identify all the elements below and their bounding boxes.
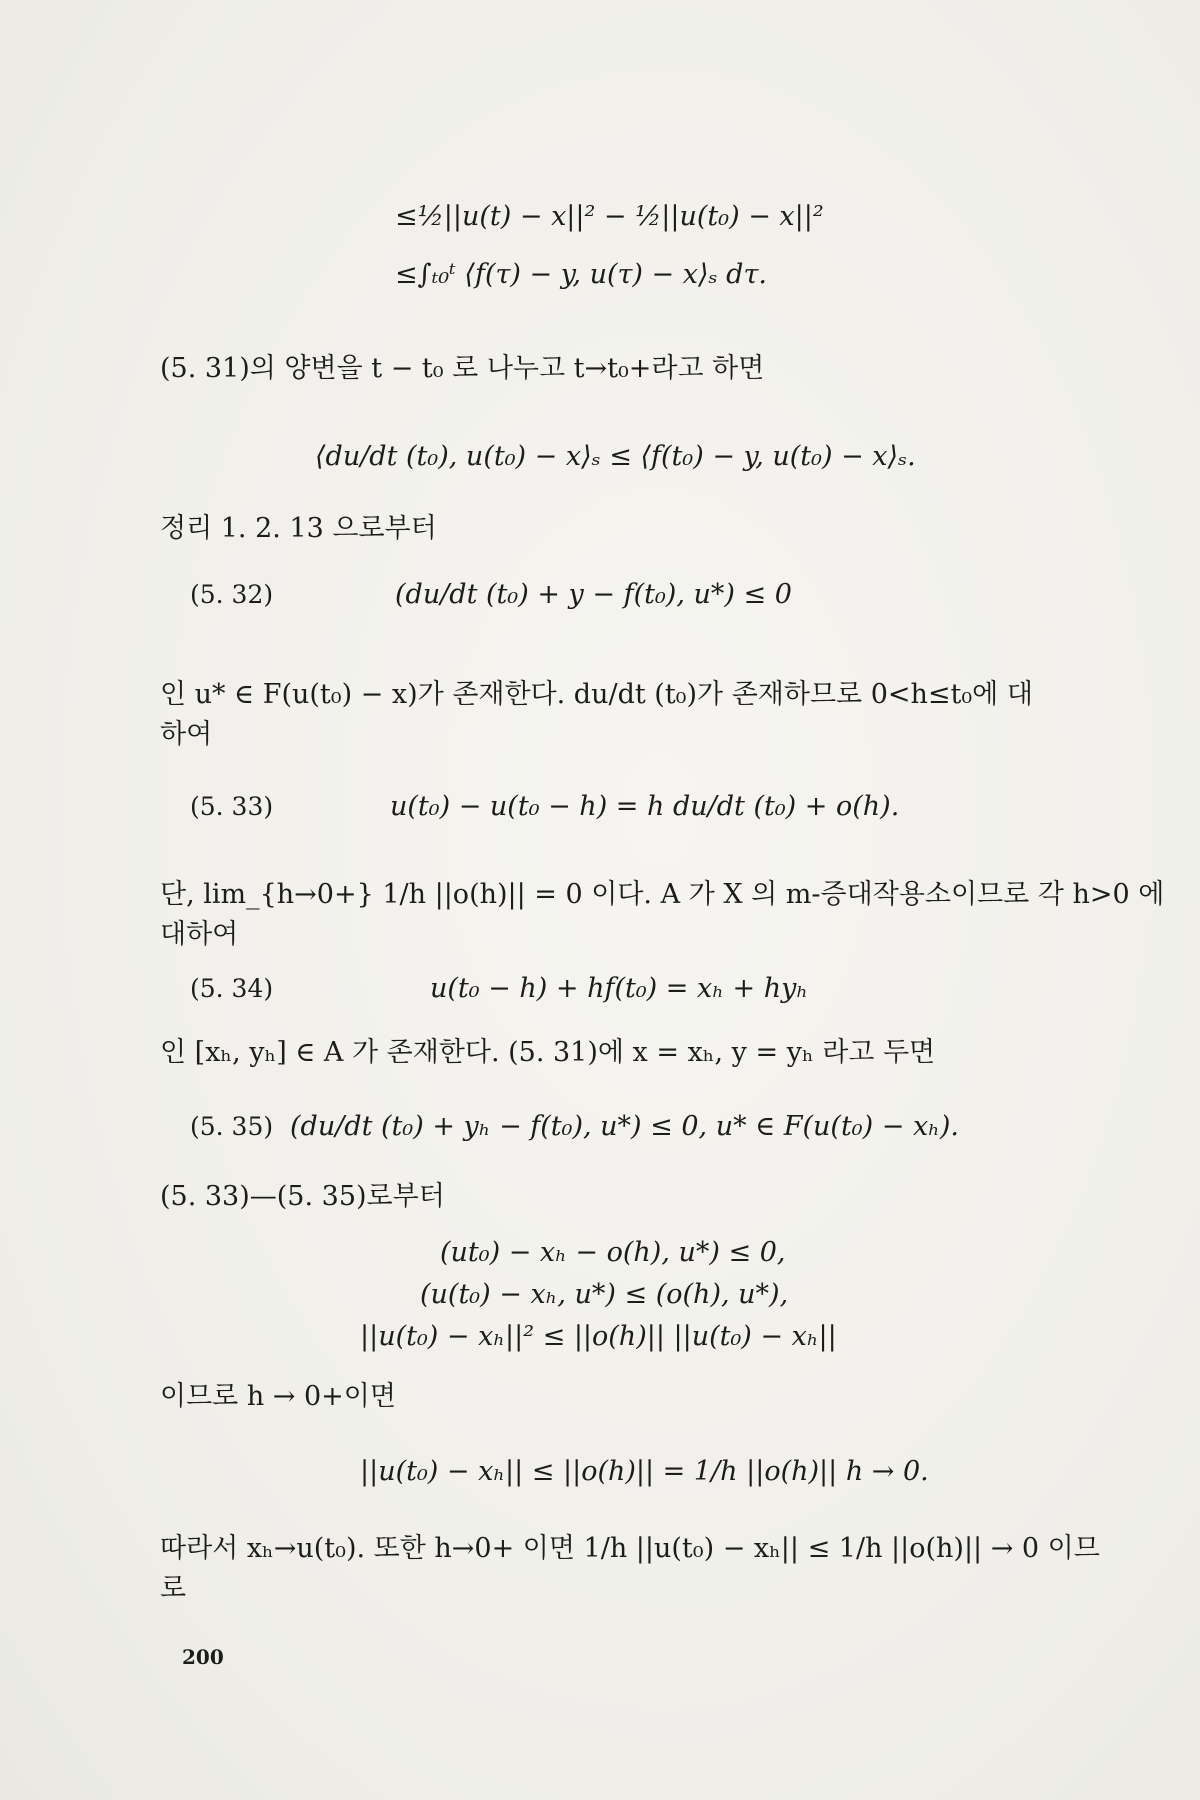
math-line-12: u(t₀ − h) + hf(t₀) = xₕ + hyₕ: [430, 973, 809, 1004]
text-line-10: 단, lim_{h→0+} 1/h ||o(h)|| = 0 이다. A 가 X 의 m-증대작용소이므로 각 h>0 에: [160, 879, 1165, 910]
math-line-14: (du/dt (t₀) + yₕ − f(t₀), u*) ≤ 0, u* ∈ F(u(t₀) − xₕ).: [290, 1111, 959, 1142]
text-line-15: (5. 33)—(5. 35)로부터: [160, 1181, 445, 1212]
math-line-20: ||u(t₀) − xₕ|| ≤ ||o(h)|| = 1/h ||o(h)|| h → 0.: [360, 1456, 929, 1487]
text-line-21: 따라서 xₕ→u(t₀). 또한 h→0+ 이면 1/h ||u(t₀) − xₕ|| ≤ 1/h ||o(h)|| → 0 이므: [160, 1533, 1100, 1564]
equation-number-5-32: (5. 32): [190, 580, 274, 609]
math-line-17: (u(t₀) − xₕ, u*) ≤ (o(h), u*),: [420, 1279, 789, 1310]
math-line-9: u(t₀) − u(t₀ − h) = h du/dt (t₀) + o(h).: [390, 791, 900, 822]
text-line-22: 로: [160, 1573, 187, 1604]
equation-number-5-33: (5. 33): [190, 792, 274, 821]
math-line-4: ⟨du/dt (t₀), u(t₀) − x⟩ₛ ≤ ⟨f(t₀) − y, u(t₀) − x⟩ₛ.: [315, 441, 916, 472]
text-line-19: 이므로 h → 0+이면: [160, 1381, 396, 1412]
text-line-11: 대하여: [160, 919, 239, 950]
math-line-16: (ut₀) − xₕ − o(h), u*) ≤ 0,: [440, 1237, 786, 1268]
equation-number-5-35: (5. 35): [190, 1112, 274, 1141]
math-line-1: ≤½||u(t) − x||² − ½||u(t₀) − x||²: [395, 201, 824, 232]
text-line-3: (5. 31)의 양변을 t − t₀ 로 나누고 t→t₀+라고 하면: [160, 353, 765, 384]
text-line-13: 인 [xₕ, yₕ] ∈ A 가 존재한다. (5. 31)에 x = xₕ, y = yₕ 라고 두면: [160, 1037, 936, 1068]
text-line-5: 정리 1. 2. 13 으로부터: [160, 513, 437, 544]
equation-number-5-34: (5. 34): [190, 974, 274, 1003]
math-line-18: ||u(t₀) − xₕ||² ≤ ||o(h)|| ||u(t₀) − xₕ||: [360, 1321, 837, 1352]
text-line-7: 인 u* ∈ F(u(t₀) − x)가 존재한다. du/dt (t₀)가 존재하므로 0<h≤t₀에 대: [160, 679, 1033, 710]
math-line-2: ≤∫ₜ₀ᵗ ⟨f(τ) − y, u(τ) − x⟩ₛ dτ.: [395, 259, 767, 290]
page-number: 200: [182, 1645, 224, 1669]
text-line-8: 하여: [160, 719, 213, 750]
math-line-6: (du/dt (t₀) + y − f(t₀), u*) ≤ 0: [395, 579, 792, 610]
